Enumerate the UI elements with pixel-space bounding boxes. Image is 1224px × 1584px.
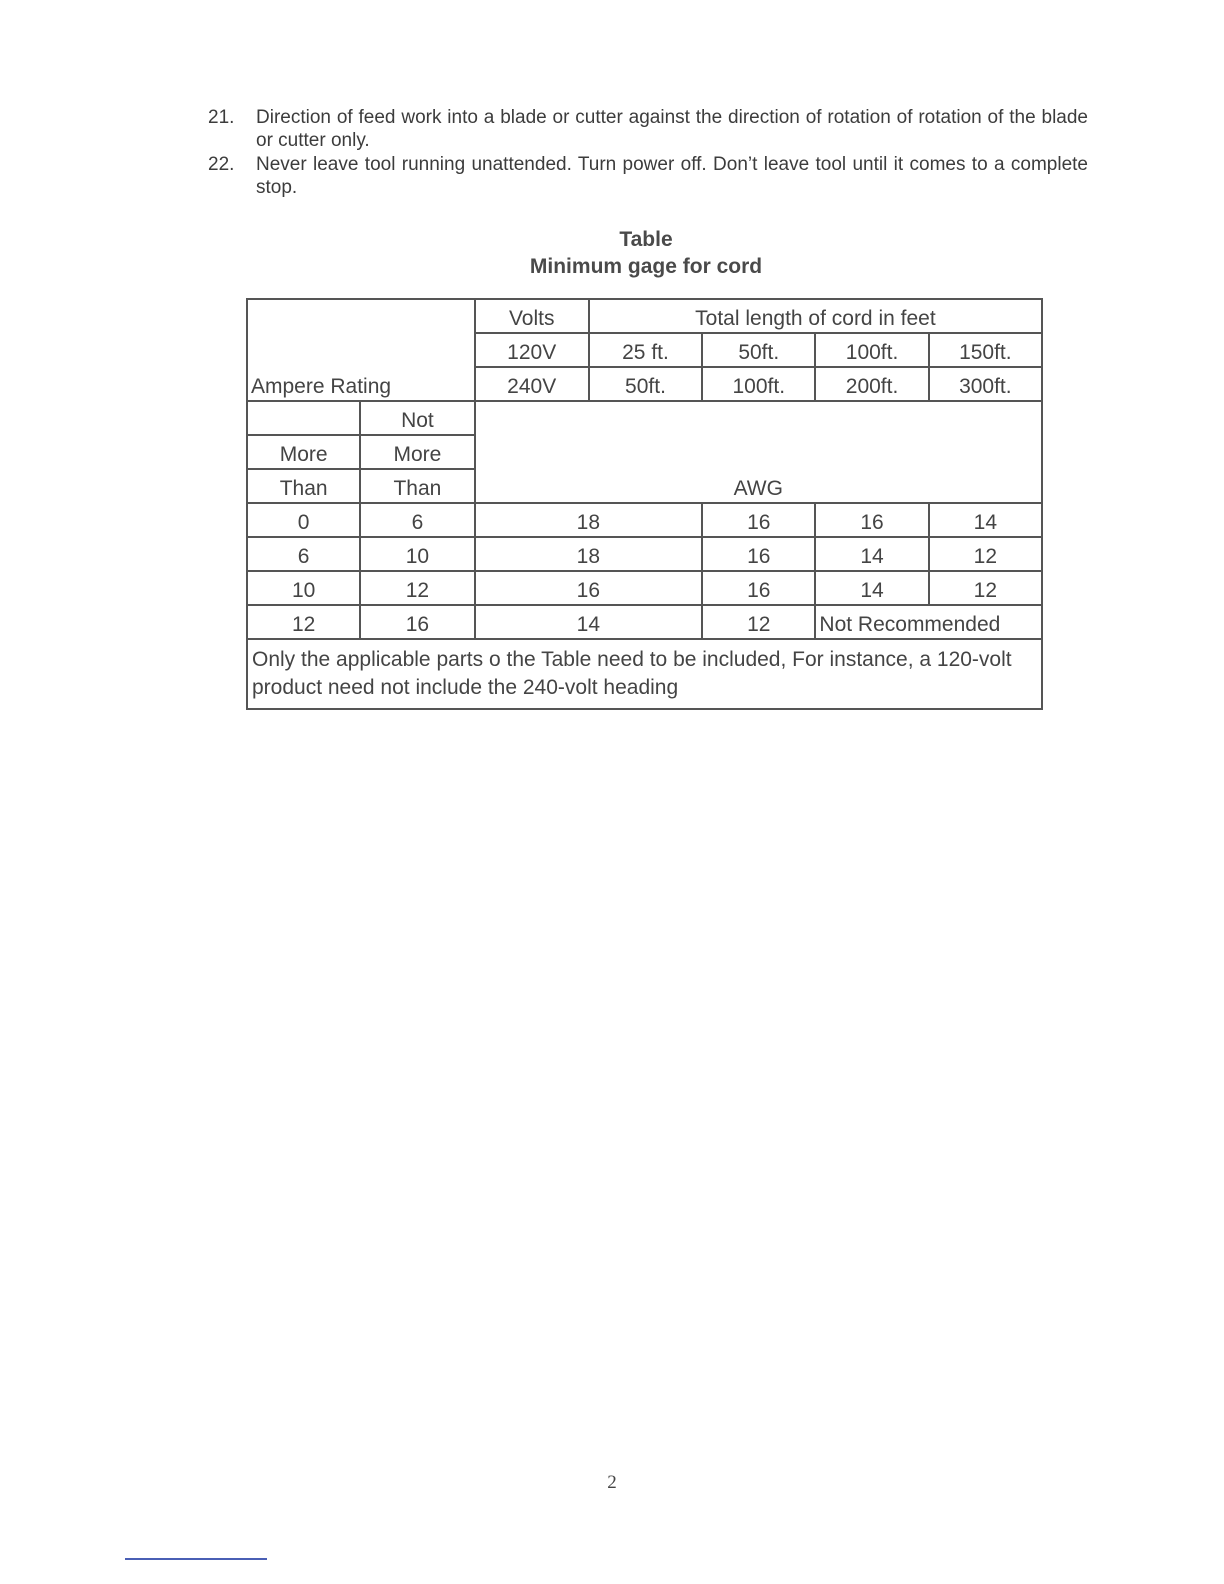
table-title [446,226,846,280]
awg-cell: 16 [702,537,815,571]
awg-cell: 16 [702,571,815,605]
ampere-subheader-row [247,401,1042,435]
ampere-rating-header: Ampere Rating [247,299,475,401]
table-note-row [247,639,1042,709]
instruction-number: 22. [208,154,235,175]
page-edge-line [125,1558,267,1560]
table-note: Only the applicable parts o the Table need to be included, For instance, a 120-volt product need not include the 240-volt heading [247,639,1042,709]
awg-cell: 14 [929,503,1042,537]
length-cell: 100ft. [702,367,815,401]
page-number: 2 [607,1472,617,1493]
awg-cell: 16 [475,571,703,605]
cord-gage-table [246,298,1043,710]
than-label: Than [360,469,474,503]
awg-cell: 14 [815,571,928,605]
volt-cell: 240V [475,367,589,401]
not-more-than-cell: 10 [360,537,474,571]
table-row [247,571,1042,605]
than-label: Than [247,469,360,503]
empty-cell [247,401,360,435]
awg-cell: 16 [702,503,815,537]
awg-cell: 16 [815,503,928,537]
instruction-text: Direction of feed work into a blade or cutter against the direction of rotation of rotation of the blade or cutter only. [256,107,1088,151]
awg-label: AWG [475,401,1042,503]
not-more-than-cell: 16 [360,605,474,639]
awg-cell: 12 [702,605,815,639]
more-than-cell: 12 [247,605,360,639]
awg-cell: 12 [929,571,1042,605]
awg-cell: 18 [475,537,703,571]
length-cell: 50ft. [589,367,702,401]
more-than-cell: 6 [247,537,360,571]
volt-cell: 120V [475,333,589,367]
not-more-than-cell: 6 [360,503,474,537]
table-header-row [247,299,1042,333]
awg-cell: 12 [929,537,1042,571]
volts-header: Volts [475,299,589,333]
awg-cell: 18 [475,503,703,537]
more-than-cell: 10 [247,571,360,605]
length-cell: 150ft. [929,333,1042,367]
instruction-number: 21. [208,107,235,128]
awg-cell: 14 [475,605,703,639]
length-cell: 25 ft. [589,333,702,367]
table-row [247,537,1042,571]
total-length-header: Total length of cord in feet [589,299,1042,333]
length-cell: 100ft. [815,333,928,367]
table-title-line1: Table [619,228,673,251]
awg-cell: 14 [815,537,928,571]
instruction-item [208,153,1088,199]
more-than-cell: 0 [247,503,360,537]
instruction-item [208,106,1088,152]
not-recommended-cell: Not Recommended [815,605,1042,639]
table-row [247,605,1042,639]
more-label: More [360,435,474,469]
table-title-line2: Minimum gage for cord [529,255,763,278]
length-cell: 200ft. [815,367,928,401]
not-more-than-cell: 12 [360,571,474,605]
length-cell: 50ft. [702,333,815,367]
more-label: More [247,435,360,469]
table-row [247,503,1042,537]
length-cell: 300ft. [929,367,1042,401]
instruction-list [208,106,1088,200]
not-label: Not [360,401,474,435]
instruction-text: Never leave tool running unattended. Turn power off. Don’t leave tool until it comes to a complete stop. [256,154,1088,198]
